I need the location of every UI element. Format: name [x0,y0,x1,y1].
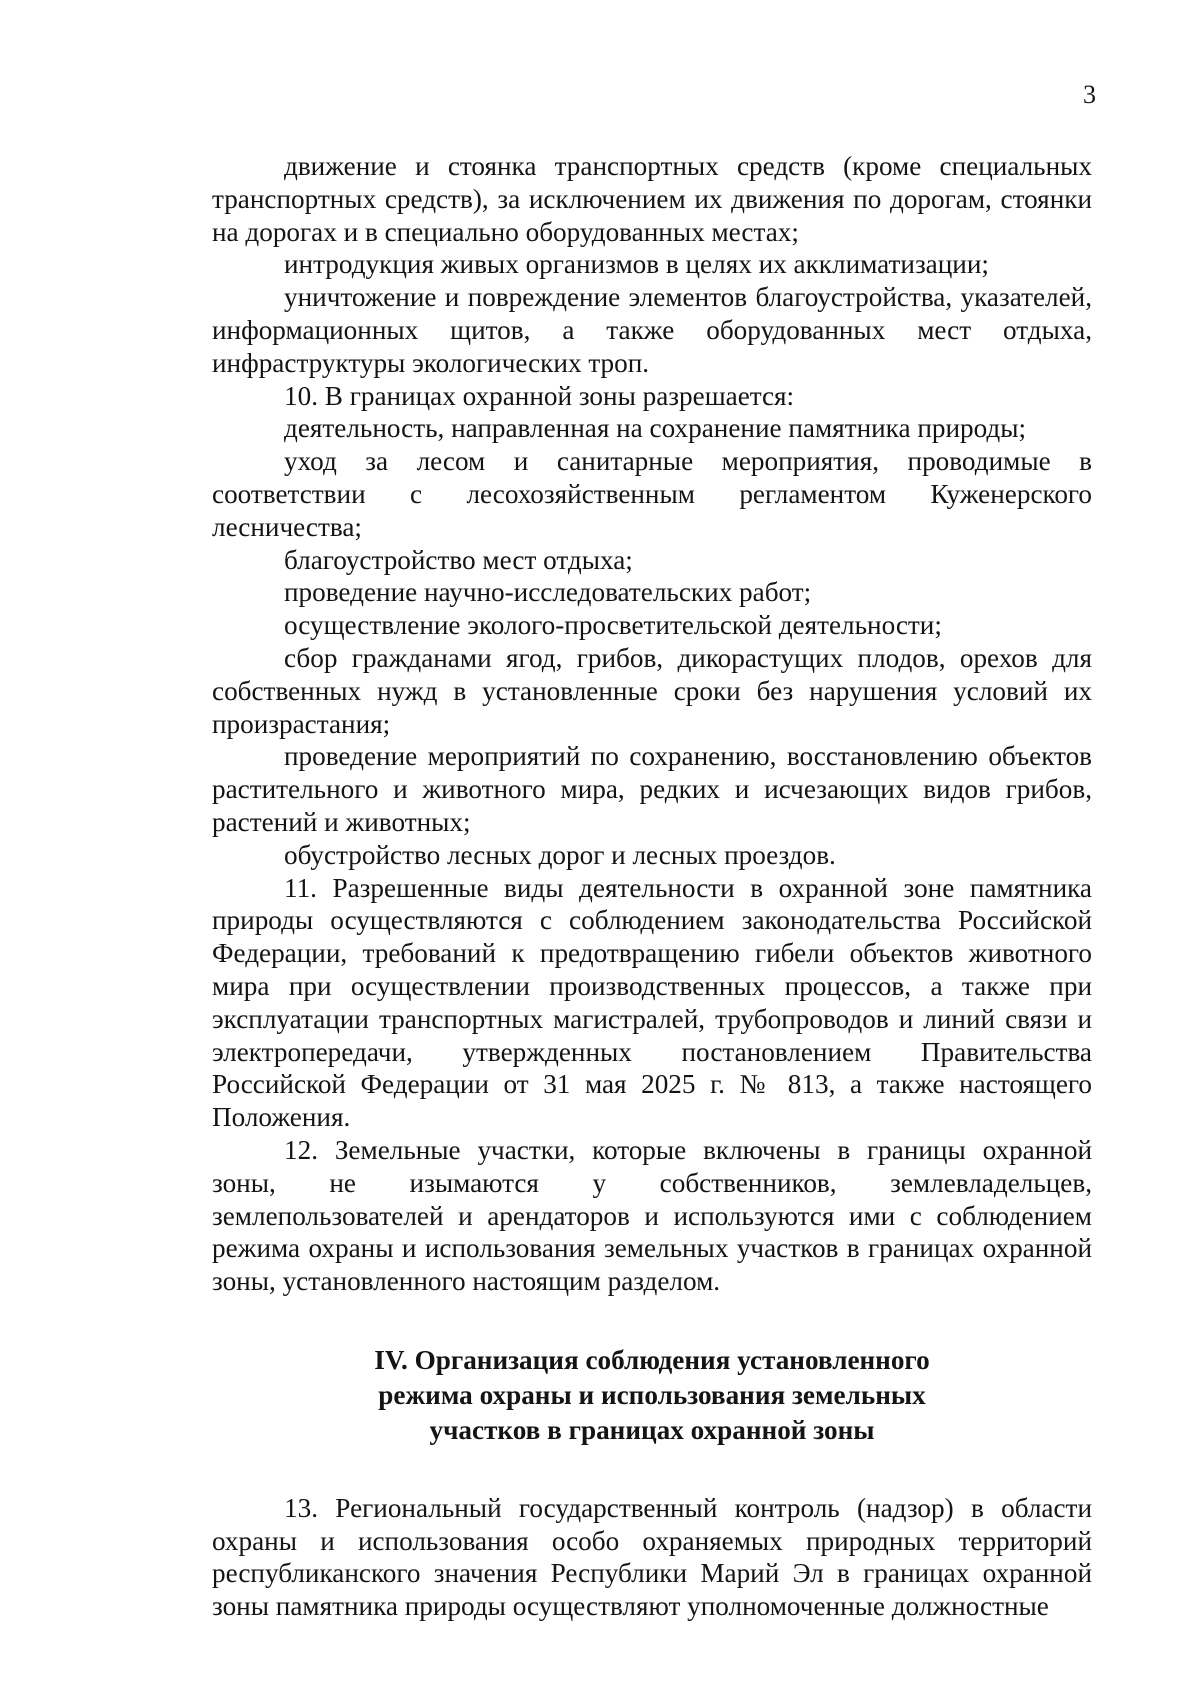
paragraph-item-10: 10. В границах охранной зоны разрешается: [284,380,795,411]
section-heading-line: режима охраны и использования земельных [378,1379,926,1410]
paragraph-item-13: 13. Региональный государственный контроль (надзор) в области охраны и использования особо охраняемых природных территорий республиканского значения Республики Марий Эл в границах охранной зоны памятника природы осуществляют уполномоченные должностные [212,1492,1092,1622]
section-heading-line: IV. Организация соблюдения установленного [374,1344,930,1375]
paragraph-preservation: деятельность, направленная на сохранение памятника природы; [284,413,1027,444]
paragraph-recreation: благоустройство мест отдыха; [284,544,633,575]
paragraph-gathering: сбор гражданами ягод, грибов, дикорастущих плодов, орехов для собственных нужд в установленные сроки без нарушения условий их произрастания; [212,642,1092,739]
section-heading-line: участков в границах охранной зоны [429,1414,875,1445]
page-number: 3 [1083,80,1096,109]
section-heading [212,1343,1092,1448]
paragraph-research: проведение научно-исследовательских работ; [284,577,812,608]
paragraph-roads: обустройство лесных дорог и лесных проездов. [284,839,836,870]
paragraph-restoration: проведение мероприятий по сохранению, восстановлению объектов растительного и животного мира, редких и исчезающих видов грибов, растений и животных; [212,741,1092,837]
paragraph-item-11: 11. Разрешенные виды деятельности в охранной зоне памятника природы осуществляются с соблюдением законодательства Российской Федерации, требований к предотвращению гибели объектов животного мира при осуществлении производственных процессов, а также при эксплуатации транспортных магистралей, трубопроводов и линий связи и электропередачи, утвержденных постановлением Правительства Российской Федерации от 31 мая 2025 г. № 813, а также настоящего Положения. [212,872,1092,1133]
paragraph-destruction-ban: уничтожение и повреждение элементов благоустройства, указателей, информационных щитов, а также оборудованных мест отдыха, инфраструктуры экологических троп. [212,282,1092,378]
document-body [212,150,1092,1623]
paragraph-transport-ban: движение и стоянка транспортных средств (кроме специальных транспортных средств), за исключением их движения по дорогам, стоянки на дорогах и в специально оборудованных местах; [212,151,1092,247]
paragraph-education: осуществление эколого-просветительской деятельности; [284,610,942,641]
paragraph-forest-care: уход за лесом и санитарные мероприятия, проводимые в соответствии с лесохозяйственным регламентом Куженерского лесничества; [212,446,1092,542]
paragraph-item-12: 12. Земельные участки, которые включены в границы охранной зоны, не изымаются у собственников, землевладельцев, землепользователей и арендаторов и используются ими с соблюдением режима охраны и использования земельных участков в границах охранной зоны, установленного настоящим разделом. [212,1134,1092,1297]
paragraph-introduction-ban: интродукция живых организмов в целях их акклиматизации; [284,249,989,280]
